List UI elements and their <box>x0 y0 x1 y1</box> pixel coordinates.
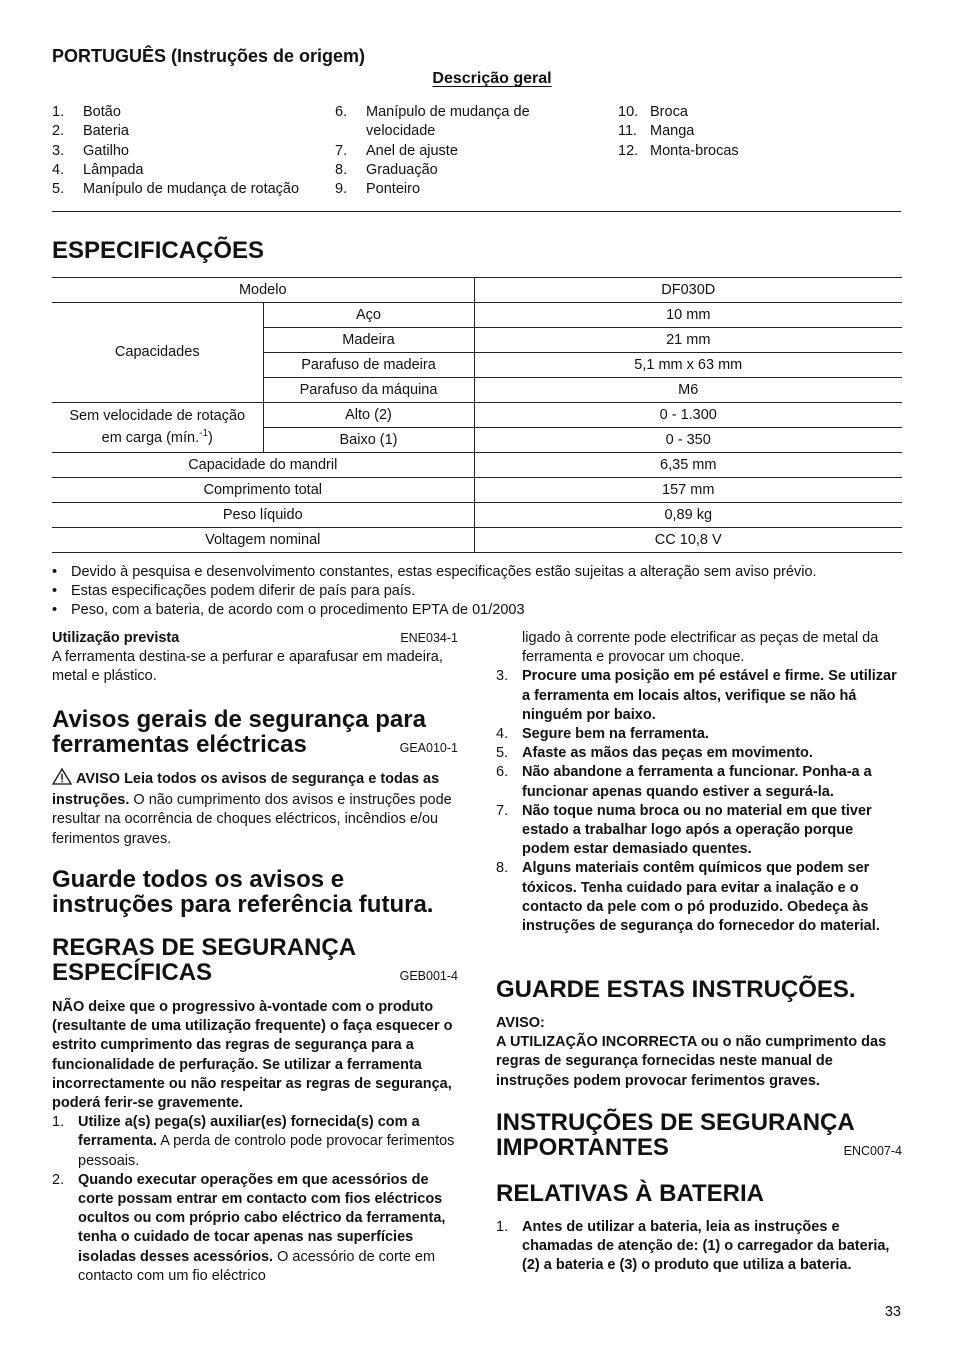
intended-use-text: A ferramenta destina-se a perfurar e aparafusar em madeira, metal e plástico. <box>52 649 443 685</box>
part-item: 11. Manga <box>618 123 695 140</box>
table-row <box>52 278 902 303</box>
spec-value: 6,35 mm <box>474 453 902 478</box>
section-code: ENC007-4 <box>843 1144 902 1158</box>
list-item: 1. Utilize a(s) pega(s) auxiliar(es) fornecida(s) com a ferramenta. A perda de controlo pode provocar ferimentos pessoais. <box>52 1114 455 1169</box>
aviso-block: AVISO: A UTILIZAÇÃO INCORRECTA ou o não cumprimento das regras de segurança fornecidas neste manual de instruções podem provocar ferimentos graves. <box>496 1015 887 1089</box>
part-item: 6. Manípulo de mudança de velocidade <box>335 104 530 140</box>
section-code: GEB001-4 <box>399 969 458 983</box>
spec-group-label: Sem velocidade de rotação em carga (mín.$^{-1}$) <box>52 403 263 453</box>
spec-label: Baixo (1) <box>263 428 474 453</box>
right-column-list <box>496 629 902 936</box>
spec-label: Voltagem nominal <box>52 528 474 553</box>
spec-value: 10 mm <box>474 303 902 328</box>
table-row <box>52 453 902 478</box>
part-item: 1. Botão <box>52 104 121 120</box>
page-number: 33 <box>884 1304 901 1320</box>
spec-label: Parafuso da máquina <box>263 378 474 403</box>
list-item: 4. Segure bem na ferramenta. <box>496 726 709 743</box>
spec-value: 5,1 mm x 63 mm <box>474 353 902 378</box>
spec-value: DF030D <box>474 278 902 303</box>
intended-use-title: Utilização prevista <box>52 630 180 646</box>
battery-list <box>496 1218 902 1276</box>
battery-heading: RELATIVAS À BATERIA <box>496 1180 764 1207</box>
table-row <box>52 403 902 428</box>
parts-list-col3 <box>618 103 848 161</box>
spec-group-label: Capacidades <box>52 303 263 403</box>
general-warnings-heading: Avisos gerais de segurança para ferramentas eléctricas GEA010-1 <box>52 707 458 761</box>
spec-notes <box>52 563 912 620</box>
spec-value: 21 mm <box>474 328 902 353</box>
part-item: 10. Broca <box>618 104 688 120</box>
save-instructions-heading: GUARDE ESTAS INSTRUÇÕES. <box>496 976 856 1003</box>
spec-label: Capacidade do mandril <box>52 453 474 478</box>
parts-list-col2 <box>335 103 565 199</box>
part-item: 8. Graduação <box>335 161 438 178</box>
parts-list-col1 <box>52 103 337 199</box>
spec-value: M6 <box>474 378 902 403</box>
table-row <box>52 528 902 553</box>
part-item: 7. Anel de ajuste <box>335 142 458 159</box>
list-item: 3. Procure uma posição em pé estável e firme. Se utilizar a ferramenta em locais altos, verifique se não há ninguém por baixo. <box>496 668 897 723</box>
note-item: • Devido à pesquisa e desenvolvimento constantes, estas especificações estão sujeitas a alteração sem aviso prévio. <box>52 564 817 580</box>
part-item: 3. Gatilho <box>52 142 129 159</box>
keep-instructions-heading: Guarde todos os avisos e instruções para referência futura. <box>52 866 434 918</box>
section-code: ENE034-1 <box>400 631 458 645</box>
list-item: 1. Antes de utilizar a bateria, leia as instruções e chamadas de atenção de: (1) o carregador da bateria, (2) a bateria e (3) o produto que utiliza a bateria. <box>496 1219 890 1274</box>
list-item-continued: ligado à corrente pode electrificar as peças de metal da ferramenta e provocar um choque. <box>522 630 879 666</box>
table-row <box>52 478 902 503</box>
part-item: 12. Monta-brocas <box>618 142 739 159</box>
list-item: 6. Não abandone a ferramenta a funcionar. Ponha-a a funcionar apenas quando estiver a segurá-la. <box>496 764 872 800</box>
part-item: 4. Lâmpada <box>52 161 144 178</box>
divider <box>52 211 901 212</box>
spec-label: Alto (2) <box>263 403 474 428</box>
part-item: 2. Bateria <box>52 123 129 140</box>
battery-instructions-heading: INSTRUÇÕES DE SEGURANÇA IMPORTANTES ENC007-4 <box>496 1110 902 1164</box>
warning-triangle-icon <box>52 768 72 791</box>
language-heading: PORTUGUÊS (Instruções de origem) <box>52 46 366 66</box>
intended-use <box>52 629 458 687</box>
table-row <box>52 303 902 328</box>
part-item: 9. Ponteiro <box>335 181 421 198</box>
spec-label: Madeira <box>263 328 474 353</box>
list-item: 2. Quando executar operações em que acessórios de corte possam entrar em contacto com fios eléctricos ocultos ou com próprio cabo eléctrico da ferramenta, tenha o cuidado de tocar apenas nas superfícies isoladas desses acessórios. O acessório de corte em contacto com um fio eléctrico <box>52 1171 446 1284</box>
section-title: Descrição geral <box>432 70 552 87</box>
table-row <box>52 503 902 528</box>
list-item: 8. Alguns materiais contêm químicos que podem ser tóxicos. Tenha cuidado para evitar a inalação e o contacto da pele com o pó produzido. Obedeça às instruções de segurança do fornecedor do material. <box>496 860 880 935</box>
spec-label: Modelo <box>52 278 474 303</box>
spec-label: Aço <box>263 303 474 328</box>
spec-value: 0 - 350 <box>474 428 902 453</box>
spec-value: 157 mm <box>474 478 902 503</box>
general-warning-text: AVISO Leia todos os avisos de segurança e todas as instruções. O não cumprimento dos avisos e instruções pode resultar na ocorrência de choques eléctricos, incêndios e/ou ferimentos graves. <box>52 768 458 849</box>
spec-label: Comprimento total <box>52 478 474 503</box>
part-item: 5. Manípulo de mudança de rotação <box>52 181 300 198</box>
note-item: • Estas especificações podem diferir de país para país. <box>52 583 416 599</box>
specific-rules-text: NÃO deixe que o progressivo à-vontade com o produto (resultante de uma utilização frequente) o faça esquecer o estrito cumprimento das regras de segurança para a funcionalidade de perfuração. Se utilizar a ferramenta incorrectamente ou não respeitar as regras de segurança, poderá ferir-se gravemente. 1. Utilize a(s) pega(s) auxiliar(es) fornecida(s) com a ferramenta. A perda de controlo pode provocar ferimentos pessoais. 2. Quando executar operações em que acessórios de corte possam entrar em contacto com fios eléctricos ocultos ou com próprio cabo eléctrico da ferramenta, tenha o cuidado de tocar apenas nas superfícies isoladas desses acessórios. O acessório de corte em contacto com um fio eléctrico <box>52 998 458 1286</box>
spec-label: Peso líquido <box>52 503 474 528</box>
spec-value: 0,89 kg <box>474 503 902 528</box>
list-item: 5. Afaste as mãos das peças em movimento. <box>496 745 813 762</box>
section-code: GEA010-1 <box>399 741 458 755</box>
spec-value: CC 10,8 V <box>474 528 902 553</box>
note-item: • Peso, com a bateria, de acordo com o procedimento EPTA de 01/2003 <box>52 602 525 618</box>
spec-label: Parafuso de madeira <box>263 353 474 378</box>
spec-value: 0 - 1.300 <box>474 403 902 428</box>
specific-rules-heading: REGRAS DE SEGURANÇA ESPECÍFICAS GEB001-4 <box>52 935 458 989</box>
specs-heading: ESPECIFICAÇÕES <box>52 237 265 264</box>
list-item: 7. Não toque numa broca ou no material em que tiver estado a trabalhar logo após a operação porque podem estar demasiado quentes. <box>496 802 872 858</box>
specs-table <box>52 277 902 553</box>
